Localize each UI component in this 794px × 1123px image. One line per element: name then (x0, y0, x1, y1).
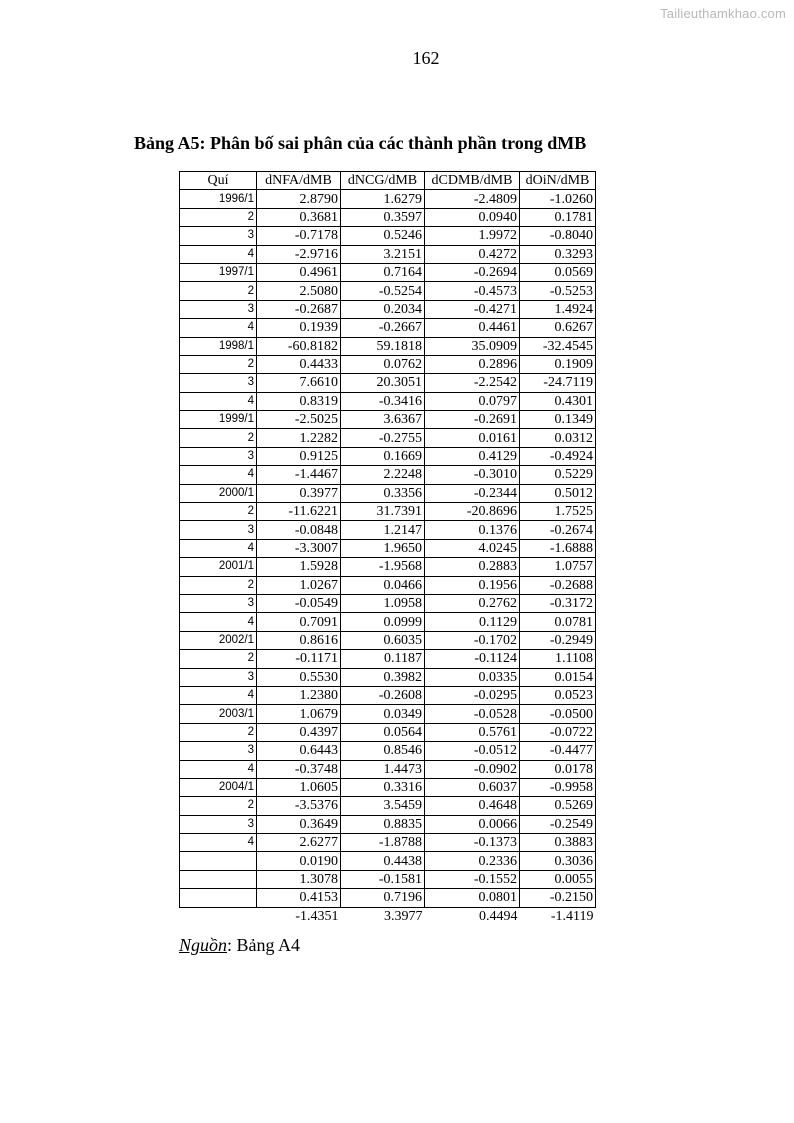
cell-dncg: 0.2034 (341, 300, 425, 318)
table-row (180, 705, 596, 723)
cell-dnfa: 0.5530 (257, 668, 341, 686)
cell-doin: -0.4477 (520, 742, 596, 760)
cell-dcdmb: 0.2336 (425, 852, 520, 870)
cell-quarter: 2004/1 (180, 778, 257, 796)
header-dncg: dNCG/dMB (341, 172, 425, 190)
cell-dnfa: -0.2687 (257, 300, 341, 318)
table-row (180, 429, 596, 447)
table-row (180, 760, 596, 778)
cell-dncg: 31.7391 (341, 503, 425, 521)
table-row (180, 521, 596, 539)
cell-dnfa: 0.4153 (257, 889, 341, 907)
cell-dnfa: -3.5376 (257, 797, 341, 815)
cell-doin: 0.1349 (520, 411, 596, 429)
source-note (179, 935, 300, 956)
cell-quarter: 1996/1 (180, 190, 257, 208)
cell-dncg: -1.8788 (341, 834, 425, 852)
cell-doin: -0.3172 (520, 594, 596, 612)
cell-dncg: 0.7164 (341, 263, 425, 281)
cell-dncg: 1.4473 (341, 760, 425, 778)
data-table (179, 171, 596, 925)
cell-dcdmb: 0.0335 (425, 668, 520, 686)
cell-dcdmb: 0.4648 (425, 797, 520, 815)
cell-dnfa: 1.3078 (257, 870, 341, 888)
cell-dnfa: 0.4961 (257, 263, 341, 281)
table-row (180, 208, 596, 226)
cell-quarter: 4 (180, 686, 257, 704)
cell-doin: -32.4545 (520, 337, 596, 355)
header-quarter: Quí (180, 172, 257, 190)
cell-dnfa: -2.5025 (257, 411, 341, 429)
cell-dncg: 0.3356 (341, 484, 425, 502)
page-number: 162 (412, 48, 440, 68)
cell-doin: 0.0312 (520, 429, 596, 447)
cell-dnfa: 1.2282 (257, 429, 341, 447)
cell-quarter: 4 (180, 392, 257, 410)
cell-quarter: 1999/1 (180, 411, 257, 429)
cell-doin: -0.2150 (520, 889, 596, 907)
cell-dncg: 0.0999 (341, 613, 425, 631)
table-row (180, 263, 596, 281)
table-row (180, 594, 596, 612)
cell-quarter: 2 (180, 503, 257, 521)
cell-doin: 0.0523 (520, 686, 596, 704)
header-dcdmb: dCDMB/dMB (425, 172, 520, 190)
cell-quarter: 2 (180, 429, 257, 447)
table-row (180, 539, 596, 557)
cell-quarter: 2003/1 (180, 705, 257, 723)
cell-quarter: 3 (180, 668, 257, 686)
cell-quarter: 2000/1 (180, 484, 257, 502)
cell-quarter (180, 889, 257, 907)
cell-dcdmb: -0.3010 (425, 466, 520, 484)
cell-dncg: -0.1581 (341, 870, 425, 888)
table-header-row (180, 172, 596, 190)
watermark: Tailieuthamkhao.com (660, 6, 786, 21)
table-row (180, 374, 596, 392)
cell-doin: -1.0260 (520, 190, 596, 208)
table-row (180, 815, 596, 833)
cell-doin: 0.6267 (520, 319, 596, 337)
cell-dnfa: -3.3007 (257, 539, 341, 557)
table-row (180, 558, 596, 576)
cell-quarter: 3 (180, 594, 257, 612)
cell-dncg: 20.3051 (341, 374, 425, 392)
cell-doin: 0.0055 (520, 870, 596, 888)
cell-quarter: 4 (180, 319, 257, 337)
cell-dnfa: 0.9125 (257, 447, 341, 465)
cell-dnfa: -0.1171 (257, 650, 341, 668)
cell-dnfa: -60.8182 (257, 337, 341, 355)
cell-quarter: 3 (180, 521, 257, 539)
cell-dncg: 0.3982 (341, 668, 425, 686)
cell-dncg: 0.6035 (341, 631, 425, 649)
header-dnfa: dNFA/dMB (257, 172, 341, 190)
cell-dncg: 3.2151 (341, 245, 425, 263)
cell-dncg: 2.2248 (341, 466, 425, 484)
table-row (180, 631, 596, 649)
cell-dnfa: 0.4433 (257, 355, 341, 373)
cell-dnfa: 0.3649 (257, 815, 341, 833)
cell-dncg: 1.9650 (341, 539, 425, 557)
cell-dcdmb: 0.4129 (425, 447, 520, 465)
cell-doin: -1.6888 (520, 539, 596, 557)
cell-dncg: -0.2608 (341, 686, 425, 704)
cell-dnfa: -1.4351 (295, 908, 339, 924)
cell-doin: 0.3293 (520, 245, 596, 263)
cell-dncg: 59.1818 (341, 337, 425, 355)
cell-doin: -24.7119 (520, 374, 596, 392)
cell-dncg: -0.3416 (341, 392, 425, 410)
cell-dcdmb: -0.0512 (425, 742, 520, 760)
cell-doin: 0.1909 (520, 355, 596, 373)
cell-dnfa: 1.0605 (257, 778, 341, 796)
cell-quarter: 4 (180, 245, 257, 263)
table-row (180, 392, 596, 410)
cell-dcdmb: -0.1552 (425, 870, 520, 888)
cell-doin: -0.5253 (520, 282, 596, 300)
cell-dcdmb: -2.4809 (425, 190, 520, 208)
cell-doin: -0.2688 (520, 576, 596, 594)
cell-doin: 0.3883 (520, 834, 596, 852)
cell-quarter: 2 (180, 355, 257, 373)
cell-quarter: 2001/1 (180, 558, 257, 576)
cell-dcdmb: 0.2762 (425, 594, 520, 612)
cell-dcdmb: 0.0066 (425, 815, 520, 833)
table-row (180, 650, 596, 668)
cell-dnfa: -0.3748 (257, 760, 341, 778)
cell-dnfa: -2.9716 (257, 245, 341, 263)
cell-dncg: 0.7196 (341, 889, 425, 907)
cell-dcdmb: -0.4573 (425, 282, 520, 300)
table-row (180, 576, 596, 594)
cell-dnfa: 0.3977 (257, 484, 341, 502)
cell-doin: 0.4301 (520, 392, 596, 410)
cell-doin: 0.0781 (520, 613, 596, 631)
cell-dcdmb: 0.4461 (425, 319, 520, 337)
cell-dncg: -1.9568 (341, 558, 425, 576)
table-row (180, 686, 596, 704)
cell-dncg: 1.2147 (341, 521, 425, 539)
cell-doin: 1.1108 (520, 650, 596, 668)
cell-dnfa: 2.6277 (257, 834, 341, 852)
cell-doin: 0.5269 (520, 797, 596, 815)
table-row (180, 797, 596, 815)
cell-quarter: 2 (180, 723, 257, 741)
table-row (180, 723, 596, 741)
table-body (180, 190, 596, 925)
cell-quarter: 2002/1 (180, 631, 257, 649)
cell-quarter: 2 (180, 650, 257, 668)
cell-dnfa: 0.6443 (257, 742, 341, 760)
cell-dcdmb: 0.2896 (425, 355, 520, 373)
cell-doin: -0.4924 (520, 447, 596, 465)
table-row (180, 778, 596, 796)
cell-quarter: 3 (180, 300, 257, 318)
cell-dnfa: 1.0679 (257, 705, 341, 723)
cell-dncg: 0.1669 (341, 447, 425, 465)
cell-dncg: 3.5459 (341, 797, 425, 815)
table-row (180, 190, 596, 208)
cell-doin: 0.1781 (520, 208, 596, 226)
cell-dcdmb: -0.1373 (425, 834, 520, 852)
cell-dcdmb: -20.8696 (425, 503, 520, 521)
cell-dncg: 0.1187 (341, 650, 425, 668)
cell-quarter: 3 (180, 742, 257, 760)
cell-dnfa: -1.4467 (257, 466, 341, 484)
cell-doin: 1.0757 (520, 558, 596, 576)
cell-dnfa: -11.6221 (257, 503, 341, 521)
table-row (180, 282, 596, 300)
table-row (180, 245, 596, 263)
table-row (180, 907, 596, 925)
cell-doin: -0.2549 (520, 815, 596, 833)
cell-dcdmb: 0.4272 (425, 245, 520, 263)
cell-doin: 0.0178 (520, 760, 596, 778)
cell-dnfa: 2.5080 (257, 282, 341, 300)
cell-quarter: 4 (180, 613, 257, 631)
cell-dcdmb: -0.0902 (425, 760, 520, 778)
cell-doin: 0.5229 (520, 466, 596, 484)
cell-dncg: -0.5254 (341, 282, 425, 300)
cell-dcdmb: -0.0528 (425, 705, 520, 723)
cell-dncg: 0.8546 (341, 742, 425, 760)
cell-dnfa: -0.7178 (257, 227, 341, 245)
cell-doin: -1.4119 (550, 908, 594, 924)
table-row (180, 613, 596, 631)
cell-dcdmb: 0.5761 (425, 723, 520, 741)
cell-dnfa: 1.2380 (257, 686, 341, 704)
cell-dncg: -0.2667 (341, 319, 425, 337)
cell-dncg: 0.0564 (341, 723, 425, 741)
cell-dnfa: 1.0267 (257, 576, 341, 594)
cell-quarter (180, 907, 257, 925)
table-row (180, 742, 596, 760)
cell-dnfa: 0.4397 (257, 723, 341, 741)
cell-dcdmb: 0.0797 (425, 392, 520, 410)
cell-doin: -0.2949 (520, 631, 596, 649)
cell-quarter: 2 (180, 797, 257, 815)
cell-dncg: 0.5246 (341, 227, 425, 245)
table-row (180, 227, 596, 245)
table-row (180, 834, 596, 852)
table-row (180, 319, 596, 337)
source-text: : Bảng A4 (227, 935, 301, 955)
cell-dncg: 0.4438 (341, 852, 425, 870)
table-row (180, 300, 596, 318)
cell-quarter: 3 (180, 447, 257, 465)
cell-dcdmb: 0.0161 (425, 429, 520, 447)
cell-dncg: 0.0466 (341, 576, 425, 594)
table-title: Bảng A5: Phân bố sai phân của các thành phần trong dMB (134, 133, 587, 153)
cell-dcdmb: 1.9972 (425, 227, 520, 245)
table-row (180, 447, 596, 465)
header-doin: dOiN/dMB (520, 172, 596, 190)
cell-doin: -0.8040 (520, 227, 596, 245)
cell-dcdmb: 0.1129 (425, 613, 520, 631)
cell-quarter: 4 (180, 539, 257, 557)
cell-dncg: 3.6367 (341, 411, 425, 429)
cell-dncg: 0.8835 (341, 815, 425, 833)
cell-dcdmb: -0.1702 (425, 631, 520, 649)
cell-dnfa: 7.6610 (257, 374, 341, 392)
cell-quarter (180, 852, 257, 870)
cell-doin: 1.4924 (520, 300, 596, 318)
cell-doin: 0.5012 (520, 484, 596, 502)
table-row (180, 466, 596, 484)
cell-dcdmb: 0.0801 (425, 889, 520, 907)
cell-dncg: 0.0762 (341, 355, 425, 373)
cell-quarter: 2 (180, 576, 257, 594)
cell-dnfa: -0.0549 (257, 594, 341, 612)
cell-dcdmb: -0.1124 (425, 650, 520, 668)
source-label: Nguồn (179, 935, 228, 955)
cell-dcdmb: -0.2344 (425, 484, 520, 502)
cell-dcdmb: 35.0909 (425, 337, 520, 355)
cell-quarter: 4 (180, 760, 257, 778)
cell-dcdmb: -0.2691 (425, 411, 520, 429)
table-row (180, 337, 596, 355)
cell-quarter: 3 (180, 374, 257, 392)
table-row (180, 503, 596, 521)
table-row (180, 870, 596, 888)
cell-dnfa: 0.8616 (257, 631, 341, 649)
cell-dcdmb: -0.4271 (425, 300, 520, 318)
cell-dcdmb: 0.2883 (425, 558, 520, 576)
cell-doin: -0.0722 (520, 723, 596, 741)
cell-dncg: 0.3316 (341, 778, 425, 796)
cell-quarter: 4 (180, 834, 257, 852)
table-row (180, 889, 596, 907)
cell-quarter: 3 (180, 815, 257, 833)
cell-dcdmb: -2.2542 (425, 374, 520, 392)
cell-doin: -0.0500 (520, 705, 596, 723)
cell-quarter: 3 (180, 227, 257, 245)
cell-quarter: 2 (180, 282, 257, 300)
cell-dnfa: -0.0848 (257, 521, 341, 539)
cell-dnfa: 0.3681 (257, 208, 341, 226)
cell-dnfa: 0.1939 (257, 319, 341, 337)
table-row (180, 852, 596, 870)
cell-quarter (180, 870, 257, 888)
cell-dcdmb: 0.4494 (479, 908, 518, 924)
table-row (180, 411, 596, 429)
cell-quarter: 4 (180, 466, 257, 484)
cell-dnfa: 2.8790 (257, 190, 341, 208)
cell-dcdmb: 0.6037 (425, 778, 520, 796)
cell-dcdmb: -0.2694 (425, 263, 520, 281)
cell-dnfa: 0.8319 (257, 392, 341, 410)
cell-dcdmb: -0.0295 (425, 686, 520, 704)
cell-doin: -0.9958 (520, 778, 596, 796)
table-row (180, 484, 596, 502)
cell-doin: -0.2674 (520, 521, 596, 539)
cell-dcdmb: 0.1956 (425, 576, 520, 594)
cell-dcdmb: 4.0245 (425, 539, 520, 557)
cell-dncg: 1.0958 (341, 594, 425, 612)
cell-dcdmb: 0.0940 (425, 208, 520, 226)
cell-doin: 0.0569 (520, 263, 596, 281)
cell-dncg: 0.0349 (341, 705, 425, 723)
cell-dcdmb: 0.1376 (425, 521, 520, 539)
cell-dncg: -0.2755 (341, 429, 425, 447)
table-row (180, 355, 596, 373)
cell-dnfa: 1.5928 (257, 558, 341, 576)
cell-doin: 0.3036 (520, 852, 596, 870)
cell-dnfa: 0.7091 (257, 613, 341, 631)
cell-dncg: 1.6279 (341, 190, 425, 208)
table-row (180, 668, 596, 686)
cell-quarter: 1998/1 (180, 337, 257, 355)
cell-doin: 0.0154 (520, 668, 596, 686)
cell-quarter: 2 (180, 208, 257, 226)
cell-dncg: 3.3977 (384, 908, 423, 924)
cell-dncg: 0.3597 (341, 208, 425, 226)
cell-doin: 1.7525 (520, 503, 596, 521)
cell-quarter: 1997/1 (180, 263, 257, 281)
cell-dnfa: 0.0190 (257, 852, 341, 870)
